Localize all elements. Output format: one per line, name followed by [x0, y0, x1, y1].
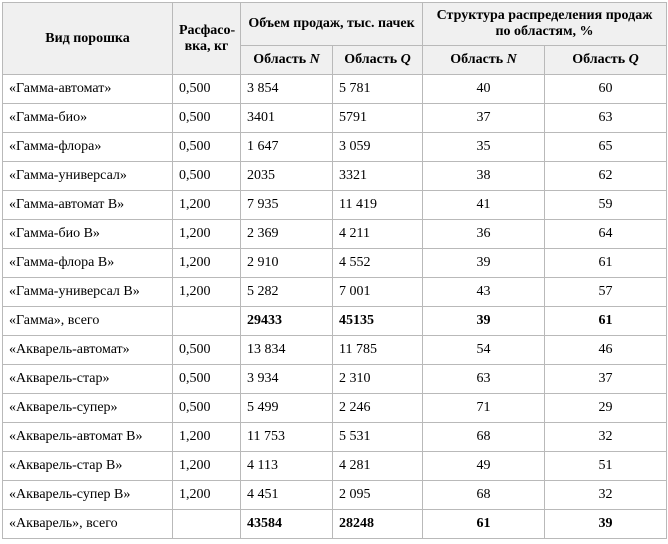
- header-sales-region-q: [333, 46, 423, 75]
- cell-powder-type: «Акварель-супер В»: [3, 481, 173, 510]
- header-sales-volume: Объем продаж, тыс. пачек: [241, 3, 423, 46]
- table-row: [3, 133, 667, 162]
- cell-share-region-q: 62: [545, 162, 667, 191]
- cell-sales-region-q: 5 531: [333, 423, 423, 452]
- cell-pack-size: 1,200: [173, 481, 241, 510]
- cell-sales-region-n: 7 935: [241, 191, 333, 220]
- cell-share-region-n: 38: [423, 162, 545, 191]
- table-row: [3, 336, 667, 365]
- cell-share-region-q: 61: [545, 249, 667, 278]
- header-sales-region-n: [241, 46, 333, 75]
- cell-share-region-q: 32: [545, 481, 667, 510]
- cell-share-region-n: 37: [423, 104, 545, 133]
- cell-pack-size: 1,200: [173, 249, 241, 278]
- cell-powder-type: «Гамма-универсал»: [3, 162, 173, 191]
- cell-share-region-n: 63: [423, 365, 545, 394]
- cell-sales-region-n: 1 647: [241, 133, 333, 162]
- cell-sales-region-n: 29433: [241, 307, 333, 336]
- table-header: [3, 3, 667, 75]
- cell-sales-region-q: 4 281: [333, 452, 423, 481]
- cell-share-region-n: 41: [423, 191, 545, 220]
- cell-powder-type: «Гамма», всего: [3, 307, 173, 336]
- table-row: [3, 481, 667, 510]
- cell-share-region-q: 64: [545, 220, 667, 249]
- cell-sales-region-q: 45135: [333, 307, 423, 336]
- cell-share-region-n: 36: [423, 220, 545, 249]
- table-row: [3, 75, 667, 104]
- cell-powder-type: «Акварель-стар В»: [3, 452, 173, 481]
- cell-powder-type: «Гамма-универсал В»: [3, 278, 173, 307]
- cell-share-region-q: 65: [545, 133, 667, 162]
- cell-sales-region-q: 5 781: [333, 75, 423, 104]
- cell-sales-region-n: 4 113: [241, 452, 333, 481]
- cell-powder-type: «Акварель», всего: [3, 510, 173, 539]
- table-row: [3, 191, 667, 220]
- cell-share-region-q: 57: [545, 278, 667, 307]
- cell-sales-region-q: 2 095: [333, 481, 423, 510]
- cell-pack-size: 1,200: [173, 423, 241, 452]
- cell-share-region-q: 61: [545, 307, 667, 336]
- cell-powder-type: «Гамма-автомат В»: [3, 191, 173, 220]
- cell-share-region-q: 59: [545, 191, 667, 220]
- cell-pack-size: 1,200: [173, 452, 241, 481]
- cell-powder-type: «Гамма-автомат»: [3, 75, 173, 104]
- table-total-row: [3, 510, 667, 539]
- header-region-letter: Q: [400, 52, 411, 67]
- cell-sales-region-n: 13 834: [241, 336, 333, 365]
- cell-pack-size: 0,500: [173, 162, 241, 191]
- cell-sales-region-n: 2 369: [241, 220, 333, 249]
- table-row: [3, 278, 667, 307]
- cell-sales-region-q: 11 419: [333, 191, 423, 220]
- table-row: [3, 220, 667, 249]
- cell-share-region-n: 39: [423, 307, 545, 336]
- cell-sales-region-q: 4 211: [333, 220, 423, 249]
- cell-share-region-q: 37: [545, 365, 667, 394]
- cell-sales-region-q: 7 001: [333, 278, 423, 307]
- table-row: [3, 423, 667, 452]
- cell-pack-size: 0,500: [173, 336, 241, 365]
- cell-sales-region-n: 43584: [241, 510, 333, 539]
- cell-powder-type: «Гамма-флора»: [3, 133, 173, 162]
- header-sales-structure: Структура распределения продаж по областям, %: [423, 3, 667, 46]
- cell-sales-region-n: 5 282: [241, 278, 333, 307]
- cell-sales-region-q: 3 059: [333, 133, 423, 162]
- cell-share-region-n: 71: [423, 394, 545, 423]
- cell-share-region-n: 68: [423, 481, 545, 510]
- table-row: [3, 104, 667, 133]
- cell-sales-region-n: 5 499: [241, 394, 333, 423]
- cell-pack-size: 0,500: [173, 365, 241, 394]
- header-pack-size: Расфасовка, кг: [173, 3, 241, 75]
- cell-pack-size: 1,200: [173, 191, 241, 220]
- cell-sales-region-n: 4 451: [241, 481, 333, 510]
- cell-sales-region-n: 3 854: [241, 75, 333, 104]
- cell-sales-region-q: 2 310: [333, 365, 423, 394]
- table-row: [3, 452, 667, 481]
- cell-sales-region-n: 2 910: [241, 249, 333, 278]
- cell-sales-region-n: 3 934: [241, 365, 333, 394]
- cell-powder-type: «Акварель-автомат В»: [3, 423, 173, 452]
- cell-pack-size: 1,200: [173, 220, 241, 249]
- cell-powder-type: «Акварель-стар»: [3, 365, 173, 394]
- header-region-word: Область: [344, 52, 398, 67]
- cell-share-region-q: 32: [545, 423, 667, 452]
- cell-share-region-q: 51: [545, 452, 667, 481]
- table-row: [3, 249, 667, 278]
- cell-powder-type: «Гамма-флора В»: [3, 249, 173, 278]
- cell-sales-region-q: 2 246: [333, 394, 423, 423]
- header-share-region-n: [423, 46, 545, 75]
- table-row: [3, 365, 667, 394]
- header-region-word: Область: [572, 52, 626, 67]
- header-share-region-q: [545, 46, 667, 75]
- table-row: [3, 394, 667, 423]
- header-region-letter: N: [506, 52, 517, 67]
- cell-share-region-q: 60: [545, 75, 667, 104]
- cell-share-region-n: 40: [423, 75, 545, 104]
- cell-sales-region-n: 11 753: [241, 423, 333, 452]
- cell-share-region-n: 43: [423, 278, 545, 307]
- header-region-letter: Q: [628, 52, 639, 67]
- cell-share-region-n: 35: [423, 133, 545, 162]
- cell-sales-region-q: 28248: [333, 510, 423, 539]
- cell-share-region-n: 61: [423, 510, 545, 539]
- cell-pack-size: [173, 307, 241, 336]
- cell-powder-type: «Гамма-био В»: [3, 220, 173, 249]
- header-powder-type: Вид порошка: [3, 3, 173, 75]
- cell-powder-type: «Акварель-автомат»: [3, 336, 173, 365]
- cell-pack-size: [173, 510, 241, 539]
- cell-sales-region-n: 2035: [241, 162, 333, 191]
- cell-powder-type: «Акварель-супер»: [3, 394, 173, 423]
- cell-share-region-q: 63: [545, 104, 667, 133]
- table-total-row: [3, 307, 667, 336]
- cell-pack-size: 0,500: [173, 394, 241, 423]
- cell-sales-region-q: 5791: [333, 104, 423, 133]
- cell-share-region-q: 39: [545, 510, 667, 539]
- cell-pack-size: 1,200: [173, 278, 241, 307]
- cell-share-region-n: 39: [423, 249, 545, 278]
- cell-sales-region-q: 11 785: [333, 336, 423, 365]
- cell-pack-size: 0,500: [173, 133, 241, 162]
- header-region-letter: N: [309, 52, 320, 67]
- sales-table: [2, 2, 667, 539]
- cell-powder-type: «Гамма-био»: [3, 104, 173, 133]
- table-body: [3, 75, 667, 539]
- cell-sales-region-n: 3401: [241, 104, 333, 133]
- cell-share-region-n: 49: [423, 452, 545, 481]
- cell-share-region-q: 46: [545, 336, 667, 365]
- cell-share-region-n: 68: [423, 423, 545, 452]
- cell-share-region-q: 29: [545, 394, 667, 423]
- cell-sales-region-q: 4 552: [333, 249, 423, 278]
- cell-share-region-n: 54: [423, 336, 545, 365]
- table-row: [3, 162, 667, 191]
- cell-pack-size: 0,500: [173, 75, 241, 104]
- header-region-word: Область: [253, 52, 307, 67]
- header-region-word: Область: [450, 52, 504, 67]
- cell-sales-region-q: 3321: [333, 162, 423, 191]
- cell-pack-size: 0,500: [173, 104, 241, 133]
